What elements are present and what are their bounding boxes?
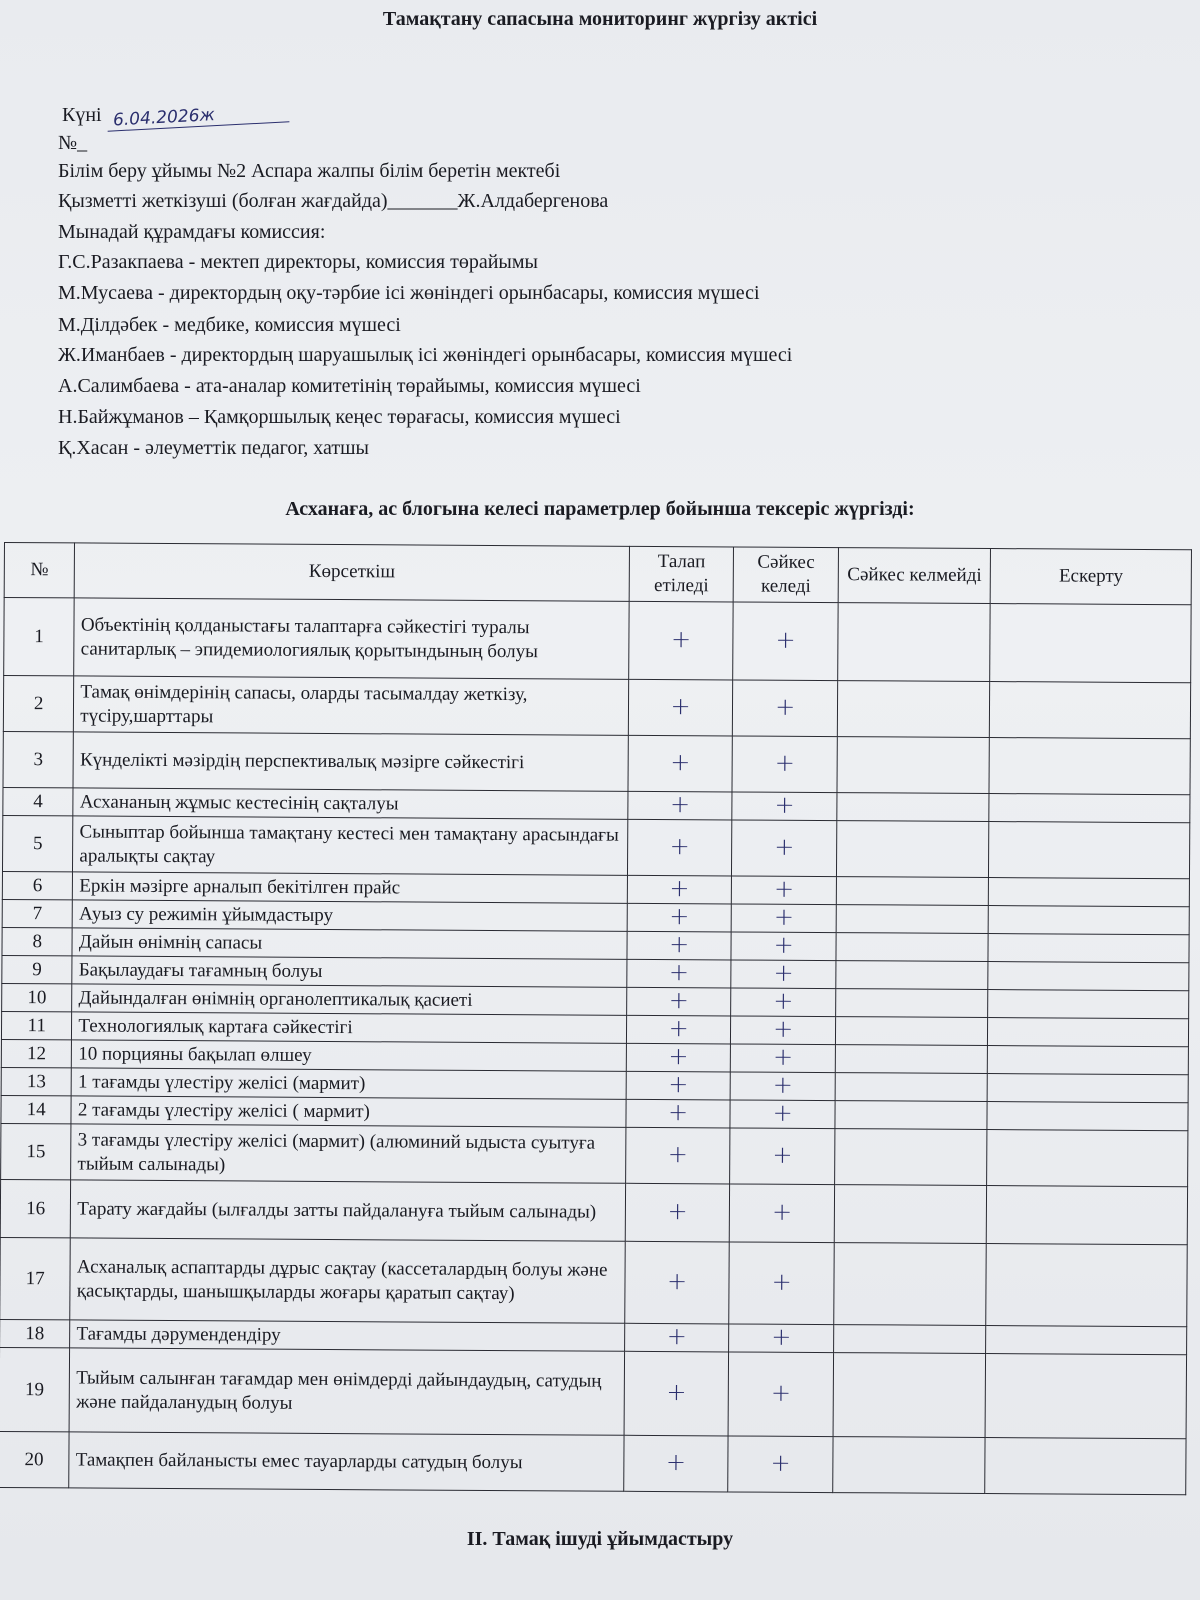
row-required-mark-cell — [627, 987, 732, 1016]
member-line: А.Салимбаева - ата-аналар комитетінің төрайымы, комиссия мүшесі — [58, 375, 641, 397]
row-indicator: Күнделікті мәзірдің перспективалық мәзірге сәйкестігі — [73, 732, 628, 791]
row-note — [988, 1046, 1189, 1075]
row-noncompliant-mark — [833, 1353, 986, 1438]
table-row — [4, 598, 1191, 683]
row-number: 7 — [2, 899, 73, 927]
col-header-number: № — [4, 543, 75, 598]
member-line: М.Мусаева - директордың оқу-тәрбие ісі жөніндегі орынбасары, комиссия мүшесі — [58, 282, 760, 304]
row-noncompliant-mark — [836, 933, 989, 962]
row-compliant-mark-cell — [729, 1324, 834, 1353]
organization-line: Білім беру ұйымы №2 Аспара жалпы білім беретін мектебі — [58, 160, 561, 182]
row-compliant-mark: + — [774, 748, 796, 777]
row-note — [989, 822, 1190, 879]
row-required-mark-cell — [626, 1015, 731, 1044]
row-noncompliant-mark — [833, 1437, 986, 1494]
row-required-mark: + — [670, 692, 691, 721]
row-required-mark-cell — [624, 1323, 729, 1352]
row-number: 12 — [1, 1039, 72, 1067]
row-compliant-mark-cell — [730, 1184, 835, 1243]
row-indicator: Сыныптар бойынша тамақтану кестесі мен тамақтану арасындағы аралықты сақтау — [73, 816, 628, 875]
table-body — [0, 598, 1191, 1495]
row-indicator: Тамақ өнімдерінің сапасы, оларды тасымалдау жеткізу, түсіру,шарттары — [74, 676, 629, 735]
table-row — [2, 815, 1189, 878]
row-required-mark: + — [665, 1448, 687, 1477]
row-note — [987, 1102, 1188, 1131]
row-number: 18 — [0, 1319, 70, 1347]
row-required-mark-cell — [626, 1071, 731, 1100]
row-number: 20 — [0, 1431, 69, 1487]
section-footer: II. Тамақ ішуді ұйымдастыру — [466, 1528, 734, 1550]
row-note — [986, 1244, 1187, 1327]
row-compliant-mark-cell — [732, 876, 837, 905]
row-required-mark: + — [668, 1098, 689, 1127]
row-required-mark: + — [668, 1042, 689, 1071]
row-required-mark-cell — [628, 791, 733, 820]
row-noncompliant-mark — [834, 1243, 987, 1326]
row-number: 14 — [1, 1095, 72, 1123]
member-line: Н.Байжұманов – Қамқоршылық кеңес төрағасы, комиссия мүшесі — [58, 406, 621, 428]
row-note — [990, 604, 1191, 683]
row-noncompliant-mark — [835, 1101, 988, 1130]
row-compliant-mark-cell — [731, 960, 836, 989]
row-required-mark: + — [669, 832, 690, 861]
row-compliant-mark: + — [770, 1378, 792, 1407]
row-note — [988, 934, 1189, 963]
row-required-mark-cell — [628, 679, 733, 736]
row-noncompliant-mark — [834, 1325, 987, 1354]
row-note — [990, 682, 1191, 739]
table-row — [0, 1179, 1187, 1244]
row-indicator: Тарату жағдайы (ылғалды затты пайдалануға тыйым салынады) — [71, 1180, 626, 1241]
table-row — [0, 1237, 1187, 1326]
row-required-mark: + — [669, 930, 690, 959]
row-indicator: 3 тағамды үлестіру желісі (мармит) (алюминий ыдыста суытуға тыйым салынады) — [71, 1124, 626, 1183]
row-compliant-mark: + — [772, 1098, 793, 1127]
row-compliant-mark: + — [772, 1070, 794, 1099]
row-indicator: Тыйым салынған тағамдар мен өнімдерді дайындаудың, сатудың және пайдаланудың болуы — [69, 1348, 624, 1435]
row-indicator: Дайын өнімнің сапасы — [72, 928, 627, 959]
row-note — [985, 1354, 1186, 1439]
row-number: 9 — [2, 955, 73, 983]
col-header-required: Талап етіледі — [629, 546, 734, 602]
row-number: 11 — [1, 1011, 72, 1039]
row-note — [989, 738, 1190, 795]
row-indicator: 2 тағамды үлестіру желісі ( мармит) — [71, 1096, 626, 1127]
row-required-mark-cell — [624, 1435, 729, 1492]
row-required-mark: + — [668, 958, 690, 987]
date-label: Күні — [62, 104, 102, 126]
row-compliant-mark: + — [774, 832, 795, 861]
row-compliant-mark-cell — [732, 792, 837, 821]
row-compliant-mark: + — [771, 1267, 792, 1296]
row-number: 16 — [0, 1179, 71, 1237]
row-noncompliant-mark — [837, 681, 990, 738]
col-header-compliant: Сәйкес келеді — [734, 547, 839, 603]
row-compliant-mark: + — [774, 790, 795, 819]
date-line — [62, 104, 289, 131]
row-required-mark: + — [666, 1322, 687, 1351]
row-indicator: 10 порцияны бақылап өлшеу — [72, 1040, 627, 1071]
row-required-mark: + — [669, 874, 690, 903]
table-heading: Асханаға, ас блогына келесі параметрлер бойынша тексеріс жүргізді: — [285, 498, 915, 520]
row-compliant-mark-cell — [728, 1352, 833, 1437]
number-line: №_ — [58, 132, 88, 154]
row-number: 2 — [3, 676, 74, 732]
row-compliant-mark: + — [771, 1197, 793, 1226]
row-indicator: Ауыз су режимін ұйымдастыру — [73, 900, 628, 931]
row-compliant-mark-cell — [728, 1436, 833, 1493]
row-required-mark: + — [669, 902, 690, 931]
row-required-mark: + — [668, 1014, 689, 1043]
row-noncompliant-mark — [836, 905, 989, 934]
row-required-mark-cell — [627, 819, 732, 876]
row-required-mark: + — [667, 1197, 688, 1226]
row-required-mark-cell — [625, 1183, 730, 1242]
col-header-note: Ескерту — [991, 549, 1192, 605]
row-note — [988, 1018, 1189, 1047]
row-number: 19 — [0, 1347, 70, 1431]
row-noncompliant-mark — [837, 737, 990, 794]
row-compliant-mark: + — [770, 1448, 791, 1477]
row-compliant-mark-cell — [729, 1242, 834, 1325]
row-compliant-mark: + — [775, 692, 796, 721]
row-required-mark: + — [670, 625, 692, 654]
row-required-mark: + — [666, 1267, 688, 1296]
table-row — [0, 1431, 1186, 1494]
row-required-mark: + — [668, 1070, 689, 1099]
row-number: 1 — [4, 598, 75, 676]
row-compliant-mark: + — [771, 1322, 792, 1351]
row-compliant-mark: + — [773, 958, 794, 987]
row-compliant-mark-cell — [732, 904, 837, 933]
row-required-mark-cell — [626, 1099, 731, 1128]
date-value: 6.04.2026ж — [106, 101, 289, 131]
row-note — [987, 1130, 1188, 1187]
row-compliant-mark-cell — [731, 932, 836, 961]
row-compliant-mark: + — [773, 930, 794, 959]
row-number: 3 — [3, 731, 74, 787]
row-required-mark-cell — [627, 903, 732, 932]
row-required-mark: + — [667, 1140, 689, 1169]
row-note — [989, 794, 1190, 823]
row-note — [986, 1326, 1187, 1355]
row-compliant-mark-cell — [730, 1100, 835, 1129]
row-number: 8 — [2, 927, 73, 955]
row-indicator: Асханалық аспаптарды дұрыс сақтау (кассеталардың болуы және қасықтарды, шанышқыларды жоғары қаратып сақтау) — [70, 1238, 625, 1323]
table-row — [1, 1123, 1188, 1186]
row-indicator: Бақылаудағы тағамның болуы — [72, 956, 627, 987]
row-compliant-mark-cell — [731, 1044, 836, 1073]
row-required-mark-cell — [625, 1241, 730, 1324]
row-noncompliant-mark — [836, 989, 989, 1018]
row-number: 4 — [3, 787, 74, 815]
row-noncompliant-mark — [838, 603, 991, 682]
row-compliant-mark: + — [772, 1042, 794, 1071]
row-compliant-mark-cell — [733, 680, 838, 737]
col-header-noncompliant: Сәйкес келмейді — [838, 548, 991, 604]
row-compliant-mark-cell — [733, 602, 838, 681]
row-indicator: Технологиялық картаға сәйкестігі — [72, 1012, 627, 1043]
commission-heading: Мынадай құрамдағы комиссия: — [58, 221, 326, 243]
row-required-mark: + — [670, 748, 691, 777]
member-line: М.Ділдәбек - медбике, комиссия мүшесі — [58, 314, 401, 336]
row-compliant-mark-cell — [731, 1016, 836, 1045]
row-required-mark-cell — [628, 735, 733, 792]
row-compliant-mark-cell — [730, 1072, 835, 1101]
row-required-mark: + — [668, 986, 689, 1015]
row-note — [985, 1438, 1186, 1495]
row-required-mark-cell — [626, 1043, 731, 1072]
row-noncompliant-mark — [836, 821, 989, 878]
row-required-mark-cell — [627, 875, 732, 904]
table-row — [3, 731, 1190, 794]
row-noncompliant-mark — [835, 1073, 988, 1102]
row-noncompliant-mark — [836, 877, 989, 906]
row-compliant-mark-cell — [732, 820, 837, 877]
row-number: 10 — [2, 983, 73, 1011]
row-required-mark: + — [669, 790, 691, 819]
row-compliant-mark-cell — [732, 736, 837, 793]
row-noncompliant-mark — [837, 793, 990, 822]
row-required-mark-cell — [627, 931, 732, 960]
row-number: 17 — [0, 1237, 71, 1319]
row-required-mark-cell — [627, 959, 732, 988]
table-row — [0, 1347, 1187, 1438]
row-compliant-mark-cell — [730, 1128, 835, 1185]
row-noncompliant-mark — [835, 1017, 988, 1046]
row-indicator: Еркін мәзірге арналып бекітілген прайс — [73, 872, 628, 903]
row-number: 5 — [2, 815, 73, 871]
row-note — [989, 906, 1190, 935]
row-number: 13 — [1, 1067, 72, 1095]
row-compliant-mark-cell — [731, 988, 836, 1017]
table-row — [3, 676, 1190, 739]
row-noncompliant-mark — [835, 1045, 988, 1074]
row-note — [987, 1186, 1188, 1245]
row-compliant-mark: + — [773, 1014, 794, 1043]
row-required-mark-cell — [629, 601, 734, 680]
supplier-line: Қызметті жеткізуші (болған жағдайда)_______Ж.Алдабергенова — [58, 190, 609, 212]
row-number: 6 — [2, 871, 73, 899]
col-header-indicator: Көрсеткіш — [75, 543, 630, 601]
member-line: Ж.Иманбаев - директордың шаруашылық ісі жөніндегі орынбасары, комиссия мүшесі — [58, 344, 793, 366]
row-compliant-mark: + — [772, 1140, 793, 1169]
row-compliant-mark: + — [773, 874, 795, 903]
row-indicator: Дайындалған өнімнің органолептикалық қасиеті — [72, 984, 627, 1015]
table-header-row — [4, 543, 1191, 605]
row-required-mark-cell — [624, 1351, 729, 1436]
document-title: Тамақтану сапасына мониторинг жүргізу актісі — [382, 8, 818, 30]
inspection-table — [0, 542, 1192, 1495]
member-line: Г.С.Разакпаева - мектеп директоры, комиссия төрайымы — [58, 251, 538, 273]
row-indicator: Асхананың жұмыс кестесінің сақталуы — [73, 788, 628, 819]
row-noncompliant-mark — [835, 1129, 988, 1186]
row-noncompliant-mark — [834, 1185, 987, 1244]
row-note — [988, 990, 1189, 1019]
row-indicator: Тамақпен байланысты емес тауарларды сатудың болуы — [69, 1432, 624, 1491]
row-number: 15 — [1, 1123, 72, 1179]
row-note — [989, 878, 1190, 907]
row-compliant-mark: + — [775, 625, 796, 654]
row-noncompliant-mark — [836, 961, 989, 990]
row-required-mark: + — [666, 1378, 687, 1407]
row-compliant-mark: + — [773, 986, 794, 1015]
member-line: Қ.Хасан - әлеуметтік педагог, хатшы — [58, 437, 369, 459]
row-compliant-mark: + — [773, 902, 795, 931]
row-indicator: Тағамды дәрумендендіру — [70, 1320, 625, 1351]
row-indicator: 1 тағамды үлестіру желісі (мармит) — [71, 1068, 626, 1099]
row-note — [988, 1074, 1189, 1103]
row-required-mark-cell — [626, 1127, 731, 1184]
row-indicator: Объектінің қолданыстағы талаптарға сәйкестігі туралы санитарлық – эпидемиологиялық қорытындының болуы — [74, 598, 629, 679]
row-note — [988, 962, 1189, 991]
